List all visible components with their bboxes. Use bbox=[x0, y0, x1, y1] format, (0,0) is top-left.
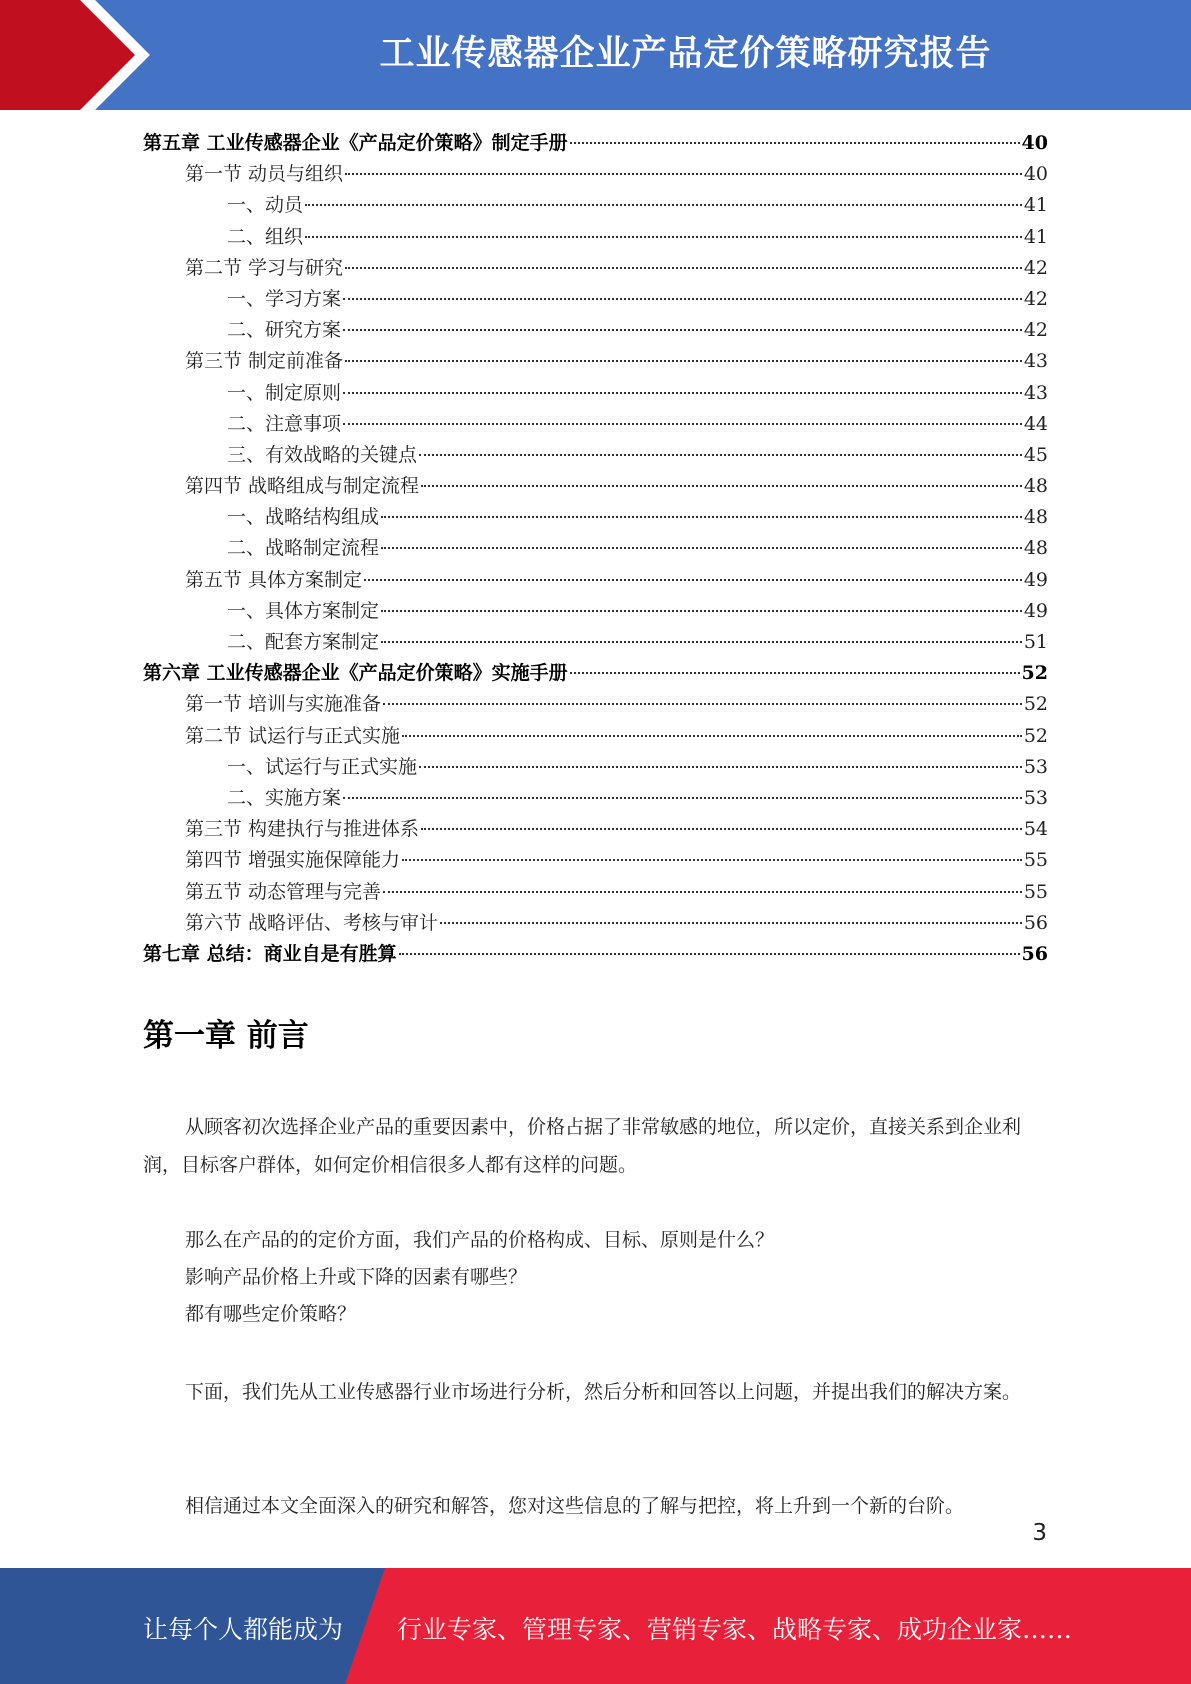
toc-dot-leader bbox=[419, 766, 1022, 768]
intro-paragraph-3 bbox=[143, 1487, 1048, 1525]
toc-entry-title: 第六章 工业传感器企业《产品定价策略》实施手册 bbox=[143, 662, 568, 685]
toc-entry-title: 三、有效战略的关键点 bbox=[227, 443, 418, 466]
toc-entry-title: 第四节 增强实施保障能力 bbox=[185, 849, 401, 872]
toc-section-entry[interactable] bbox=[143, 814, 1048, 845]
toc-entry-title: 一、学习方案 bbox=[227, 287, 342, 310]
toc-dot-leader bbox=[570, 142, 1020, 144]
toc-entry-page: 53 bbox=[1023, 755, 1048, 778]
toc-entry-title: 一、试运行与正式实施 bbox=[227, 755, 418, 778]
toc-entry-title: 第四节 战略组成与制定流程 bbox=[185, 475, 420, 498]
toc-entry-page: 52 bbox=[1021, 662, 1048, 685]
header-title: 工业传感器企业产品定价策略研究报告 bbox=[379, 34, 992, 74]
toc-entry-page: 40 bbox=[1023, 163, 1048, 186]
toc-dot-leader bbox=[381, 547, 1022, 549]
toc-entry-page: 40 bbox=[1021, 132, 1048, 154]
toc-entry-title: 一、动员 bbox=[227, 194, 304, 217]
toc-dot-leader bbox=[381, 516, 1022, 518]
toc-dot-leader bbox=[381, 610, 1022, 612]
chapter-title: 第一章 前言 bbox=[143, 1018, 309, 1054]
page-header bbox=[0, 0, 1191, 110]
toc-entry-title: 第一节 动员与组织 bbox=[185, 163, 344, 186]
question-list bbox=[143, 1222, 1048, 1333]
toc-entry-title: 第二节 学习与研究 bbox=[185, 256, 344, 279]
page-number: 3 bbox=[1032, 1520, 1047, 1546]
toc-subsection-entry[interactable] bbox=[143, 783, 1048, 814]
toc-dot-leader bbox=[383, 703, 1022, 705]
toc-entry-page: 48 bbox=[1023, 537, 1048, 560]
toc-entry-title: 第五节 具体方案制定 bbox=[185, 568, 363, 591]
toc-entry-page: 41 bbox=[1023, 194, 1048, 217]
toc-subsection-entry[interactable] bbox=[143, 533, 1048, 564]
toc-dot-leader bbox=[402, 735, 1022, 737]
toc-entry-title: 二、组织 bbox=[227, 225, 304, 248]
toc-entry-page: 42 bbox=[1023, 287, 1048, 310]
toc-section-entry[interactable] bbox=[143, 565, 1048, 596]
toc-subsection-entry[interactable] bbox=[143, 502, 1048, 533]
toc-entry-page: 44 bbox=[1023, 412, 1048, 435]
toc-dot-leader bbox=[345, 173, 1022, 175]
toc-entry-page: 52 bbox=[1023, 693, 1048, 716]
paragraph: 下面，我们先从工业传感器行业市场进行分析，然后分析和回答以上问题，并提出我们的解决方案。 bbox=[185, 1381, 1022, 1403]
toc-entry-page: 48 bbox=[1023, 475, 1048, 498]
question-2: 影响产品价格上升或下降的因素有哪些？ bbox=[185, 1266, 528, 1288]
toc-section-entry[interactable] bbox=[143, 877, 1048, 908]
toc-dot-leader bbox=[381, 641, 1022, 643]
toc-entry-title: 第五节 动态管理与完善 bbox=[185, 880, 382, 903]
toc-entry-title: 一、具体方案制定 bbox=[227, 599, 380, 622]
toc-entry-title: 一、战略结构组成 bbox=[227, 506, 380, 529]
toc-dot-leader bbox=[383, 891, 1022, 893]
toc-dot-leader bbox=[343, 797, 1022, 799]
toc-subsection-entry[interactable] bbox=[143, 627, 1048, 658]
toc-subsection-entry[interactable] bbox=[143, 440, 1048, 471]
intro-paragraph-1 bbox=[143, 1108, 1048, 1184]
toc-entry-page: 42 bbox=[1023, 256, 1048, 279]
toc-dot-leader bbox=[399, 953, 1020, 955]
toc-entry-title: 第六节 战略评估、考核与审计 bbox=[185, 911, 439, 934]
question-3: 都有哪些定价策略？ bbox=[185, 1303, 357, 1325]
toc-entry-title: 第五章 工业传感器企业《产品定价策略》制定手册 bbox=[143, 132, 568, 154]
toc-entry-title: 第二节 试运行与正式实施 bbox=[185, 724, 401, 747]
table-of-contents bbox=[143, 128, 1048, 970]
toc-dot-leader bbox=[421, 485, 1022, 487]
toc-entry-page: 51 bbox=[1023, 631, 1048, 653]
toc-entry-page: 49 bbox=[1023, 599, 1048, 622]
toc-section-entry[interactable] bbox=[143, 908, 1048, 939]
toc-entry-title: 二、研究方案 bbox=[227, 319, 342, 342]
toc-entry-page: 41 bbox=[1023, 225, 1048, 248]
toc-entry-page: 53 bbox=[1023, 786, 1048, 809]
toc-dot-leader bbox=[345, 267, 1022, 269]
toc-section-entry[interactable] bbox=[143, 346, 1048, 377]
toc-dot-leader bbox=[402, 859, 1022, 861]
toc-section-entry[interactable] bbox=[143, 471, 1048, 502]
toc-dot-leader bbox=[343, 329, 1022, 331]
toc-entry-title: 二、注意事项 bbox=[227, 412, 342, 435]
toc-entry-page: 54 bbox=[1023, 818, 1048, 841]
toc-subsection-entry[interactable] bbox=[143, 190, 1048, 221]
toc-dot-leader bbox=[364, 579, 1022, 581]
toc-subsection-entry[interactable] bbox=[143, 596, 1048, 627]
toc-dot-leader bbox=[343, 392, 1022, 394]
toc-entry-title: 二、配套方案制定 bbox=[227, 631, 380, 653]
toc-entry-page: 45 bbox=[1023, 443, 1048, 466]
toc-subsection-entry[interactable] bbox=[143, 752, 1048, 783]
toc-entry-title: 二、战略制定流程 bbox=[227, 537, 380, 560]
toc-subsection-entry[interactable] bbox=[143, 315, 1048, 346]
toc-dot-leader bbox=[343, 298, 1022, 300]
toc-chapter-entry[interactable] bbox=[143, 658, 1048, 689]
toc-section-entry[interactable] bbox=[143, 845, 1048, 876]
toc-dot-leader bbox=[570, 672, 1020, 674]
paragraph: 从顾客初次选择企业产品的重要因素中，价格占据了非常敏感的地位，所以定价，直接关系到企业利润，目标客户群体，如何定价相信很多人都有这样的问题。 bbox=[143, 1116, 1022, 1176]
toc-entry-page: 55 bbox=[1023, 880, 1048, 903]
toc-section-entry[interactable] bbox=[143, 721, 1048, 752]
toc-entry-page: 52 bbox=[1023, 724, 1048, 747]
toc-dot-leader bbox=[440, 922, 1022, 924]
toc-entry-page: 43 bbox=[1023, 381, 1048, 404]
toc-section-entry[interactable] bbox=[143, 159, 1048, 190]
toc-entry-page: 55 bbox=[1023, 849, 1048, 872]
toc-entry-page: 56 bbox=[1023, 911, 1048, 934]
toc-dot-leader bbox=[419, 454, 1022, 456]
toc-entry-page: 49 bbox=[1023, 568, 1048, 591]
footer-slogan-right: 行业专家、管理专家、营销专家、战略专家、成功企业家…… bbox=[397, 1615, 1073, 1644]
toc-entry-title: 第三节 制定前准备 bbox=[185, 350, 344, 373]
toc-dot-leader bbox=[305, 236, 1022, 238]
toc-section-entry[interactable] bbox=[143, 689, 1048, 720]
toc-entry-title: 二、实施方案 bbox=[227, 786, 342, 809]
footer-slogan-left: 让每个人都能成为 bbox=[143, 1615, 344, 1644]
toc-entry-page: 43 bbox=[1023, 350, 1048, 373]
toc-entry-page: 48 bbox=[1023, 506, 1048, 529]
toc-section-entry[interactable] bbox=[143, 253, 1048, 284]
toc-subsection-entry[interactable] bbox=[143, 378, 1048, 409]
toc-entry-title: 第七章 总结：商业自是有胜算 bbox=[143, 942, 397, 965]
paragraph: 相信通过本文全面深入的研究和解答，您对这些信息的了解与把控，将上升到一个新的台阶。 bbox=[185, 1495, 965, 1517]
question-1: 那么在产品的的定价方面，我们产品的价格构成、目标、原则是什么？ bbox=[185, 1229, 775, 1251]
toc-entry-page: 42 bbox=[1023, 319, 1048, 342]
toc-subsection-entry[interactable] bbox=[143, 222, 1048, 253]
toc-chapter-entry[interactable] bbox=[143, 939, 1048, 970]
toc-dot-leader bbox=[305, 204, 1022, 206]
toc-entry-title: 第一节 培训与实施准备 bbox=[185, 693, 382, 716]
toc-entry-title: 第三节 构建执行与推进体系 bbox=[185, 818, 420, 841]
toc-entry-title: 一、制定原则 bbox=[227, 381, 342, 404]
toc-dot-leader bbox=[343, 423, 1022, 425]
toc-entry-page: 56 bbox=[1021, 942, 1048, 965]
intro-paragraph-2 bbox=[143, 1373, 1048, 1411]
page-footer bbox=[0, 1568, 1191, 1684]
toc-dot-leader bbox=[345, 360, 1022, 362]
toc-subsection-entry[interactable] bbox=[143, 409, 1048, 440]
toc-subsection-entry[interactable] bbox=[143, 284, 1048, 315]
toc-chapter-entry[interactable] bbox=[143, 128, 1048, 159]
toc-dot-leader bbox=[421, 828, 1022, 830]
